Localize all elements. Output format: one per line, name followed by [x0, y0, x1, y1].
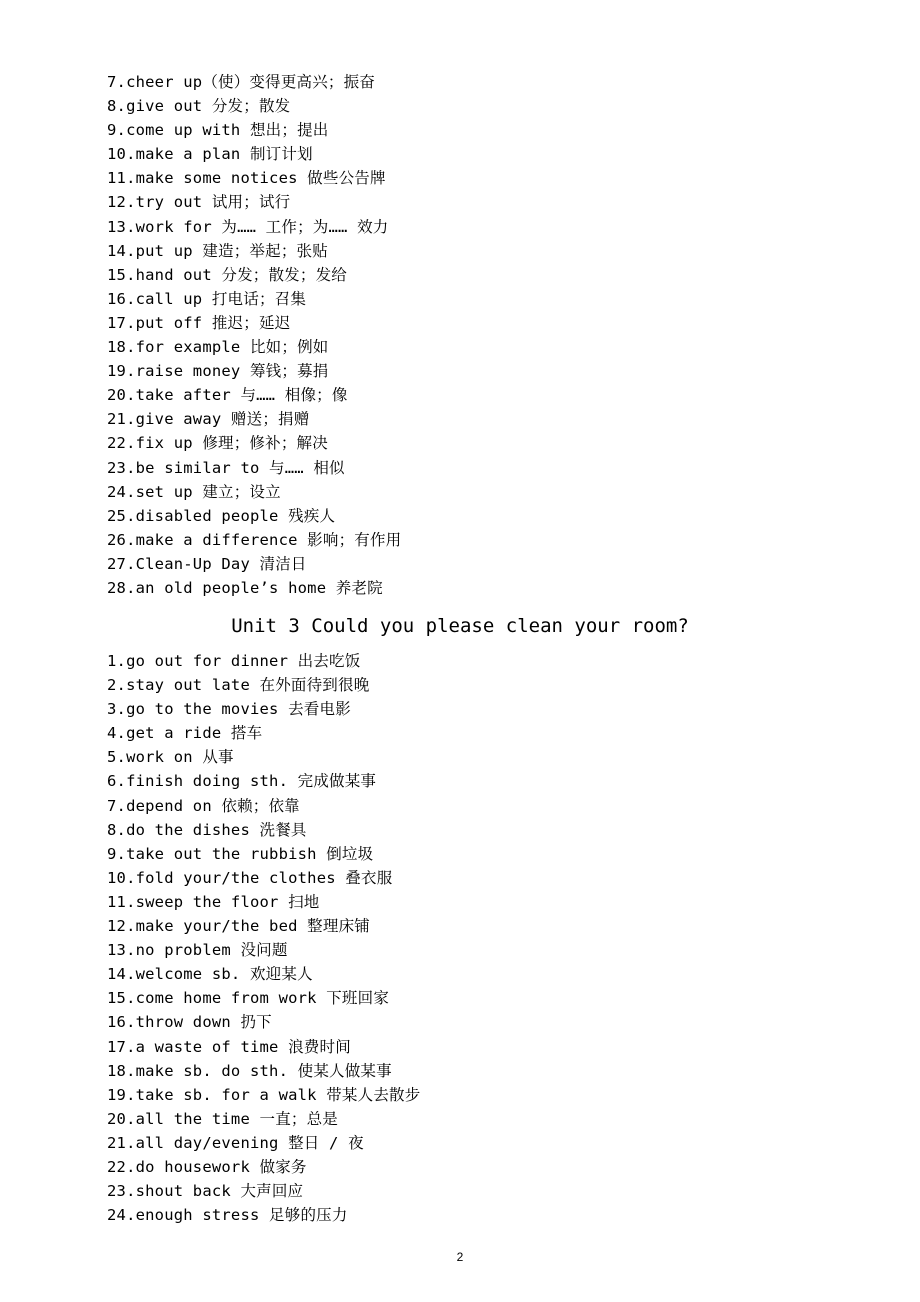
list-item: 11.sweep the floor 扫地 [107, 892, 320, 911]
phrase-list-unit-2-continued [107, 70, 401, 600]
list-item: 22.fix up 修理；修补；解决 [107, 434, 328, 453]
list-item: 27.Clean-Up Day 清洁日 [107, 554, 307, 573]
list-item: 13.work for 为…… 工作；为…… 效力 [107, 217, 389, 236]
list-item: 9.come up with 想出；提出 [107, 121, 329, 140]
list-item: 21.give away 赠送；捐赠 [107, 410, 310, 429]
list-item: 1.go out for dinner 出去吃饭 [107, 652, 361, 670]
list-item: 7.depend on 依赖；依靠 [107, 796, 300, 815]
list-item: 20.take after 与…… 相像；像 [107, 386, 348, 405]
list-item: 12.try out 试用；试行 [107, 193, 291, 212]
list-item: 16.call up 打电话；召集 [107, 289, 307, 308]
list-item: 8.do the dishes 洗餐具 [107, 820, 307, 839]
list-item: 28.an old people’s home 养老院 [107, 578, 383, 597]
list-item: 14.put up 建造；举起；张贴 [107, 241, 328, 260]
list-item: 14.welcome sb. 欢迎某人 [107, 965, 313, 984]
list-item: 5.work on 从事 [107, 748, 234, 767]
list-item: 15.come home from work 下班回家 [107, 989, 390, 1008]
unit-3-heading: Unit 3 Could you please clean your room? [231, 615, 689, 637]
list-item: 26.make a difference 影响；有作用 [107, 530, 402, 549]
list-item: 22.do housework 做家务 [107, 1157, 307, 1176]
list-item: 3.go to the movies 去看电影 [107, 700, 351, 719]
list-item: 18.make sb. do sth. 使某人做某事 [107, 1061, 392, 1080]
list-item: 4.get a ride 搭车 [107, 724, 263, 743]
list-item: 19.raise money 筹钱；募捐 [107, 362, 329, 381]
phrase-list-unit-3 [107, 649, 420, 1227]
list-item: 25.disabled people 残疾人 [107, 506, 336, 525]
list-item: 24.set up 建立；设立 [107, 482, 281, 501]
list-item: 6.finish doing sth. 完成做某事 [107, 772, 377, 791]
list-item: 13.no problem 没问题 [107, 941, 288, 960]
list-item: 11.make some notices 做些公告牌 [107, 169, 386, 188]
list-item: 9.take out the rubbish 倒垃圾 [107, 844, 374, 863]
list-item: 21.all day/evening 整日 / 夜 [107, 1133, 364, 1152]
page-number: 2 [456, 1250, 464, 1264]
list-item: 12.make your/the bed 整理床铺 [107, 917, 370, 936]
list-item: 16.throw down 扔下 [107, 1013, 272, 1032]
list-item: 10.fold your/the clothes 叠衣服 [107, 868, 393, 887]
list-item: 23.be similar to 与…… 相似 [107, 458, 345, 477]
list-item: 10.make a plan 制订计划 [107, 145, 313, 164]
list-item: 20.all the time 一直；总是 [107, 1109, 339, 1128]
list-item: 23.shout back 大声回应 [107, 1182, 304, 1201]
list-item: 15.hand out 分发；散发；发给 [107, 265, 347, 284]
list-item: 17.put off 推迟；延迟 [107, 313, 291, 332]
list-item: 18.for example 比如；例如 [107, 338, 329, 357]
list-item: 7.cheer up（使）变得更高兴；振奋 [107, 73, 376, 91]
list-item: 24.enough stress 足够的压力 [107, 1206, 348, 1225]
list-item: 8.give out 分发；散发 [107, 97, 291, 116]
list-item: 19.take sb. for a walk 带某人去散步 [107, 1085, 421, 1104]
list-item: 17.a waste of time 浪费时间 [107, 1037, 351, 1056]
list-item: 2.stay out late 在外面待到很晚 [107, 676, 370, 695]
